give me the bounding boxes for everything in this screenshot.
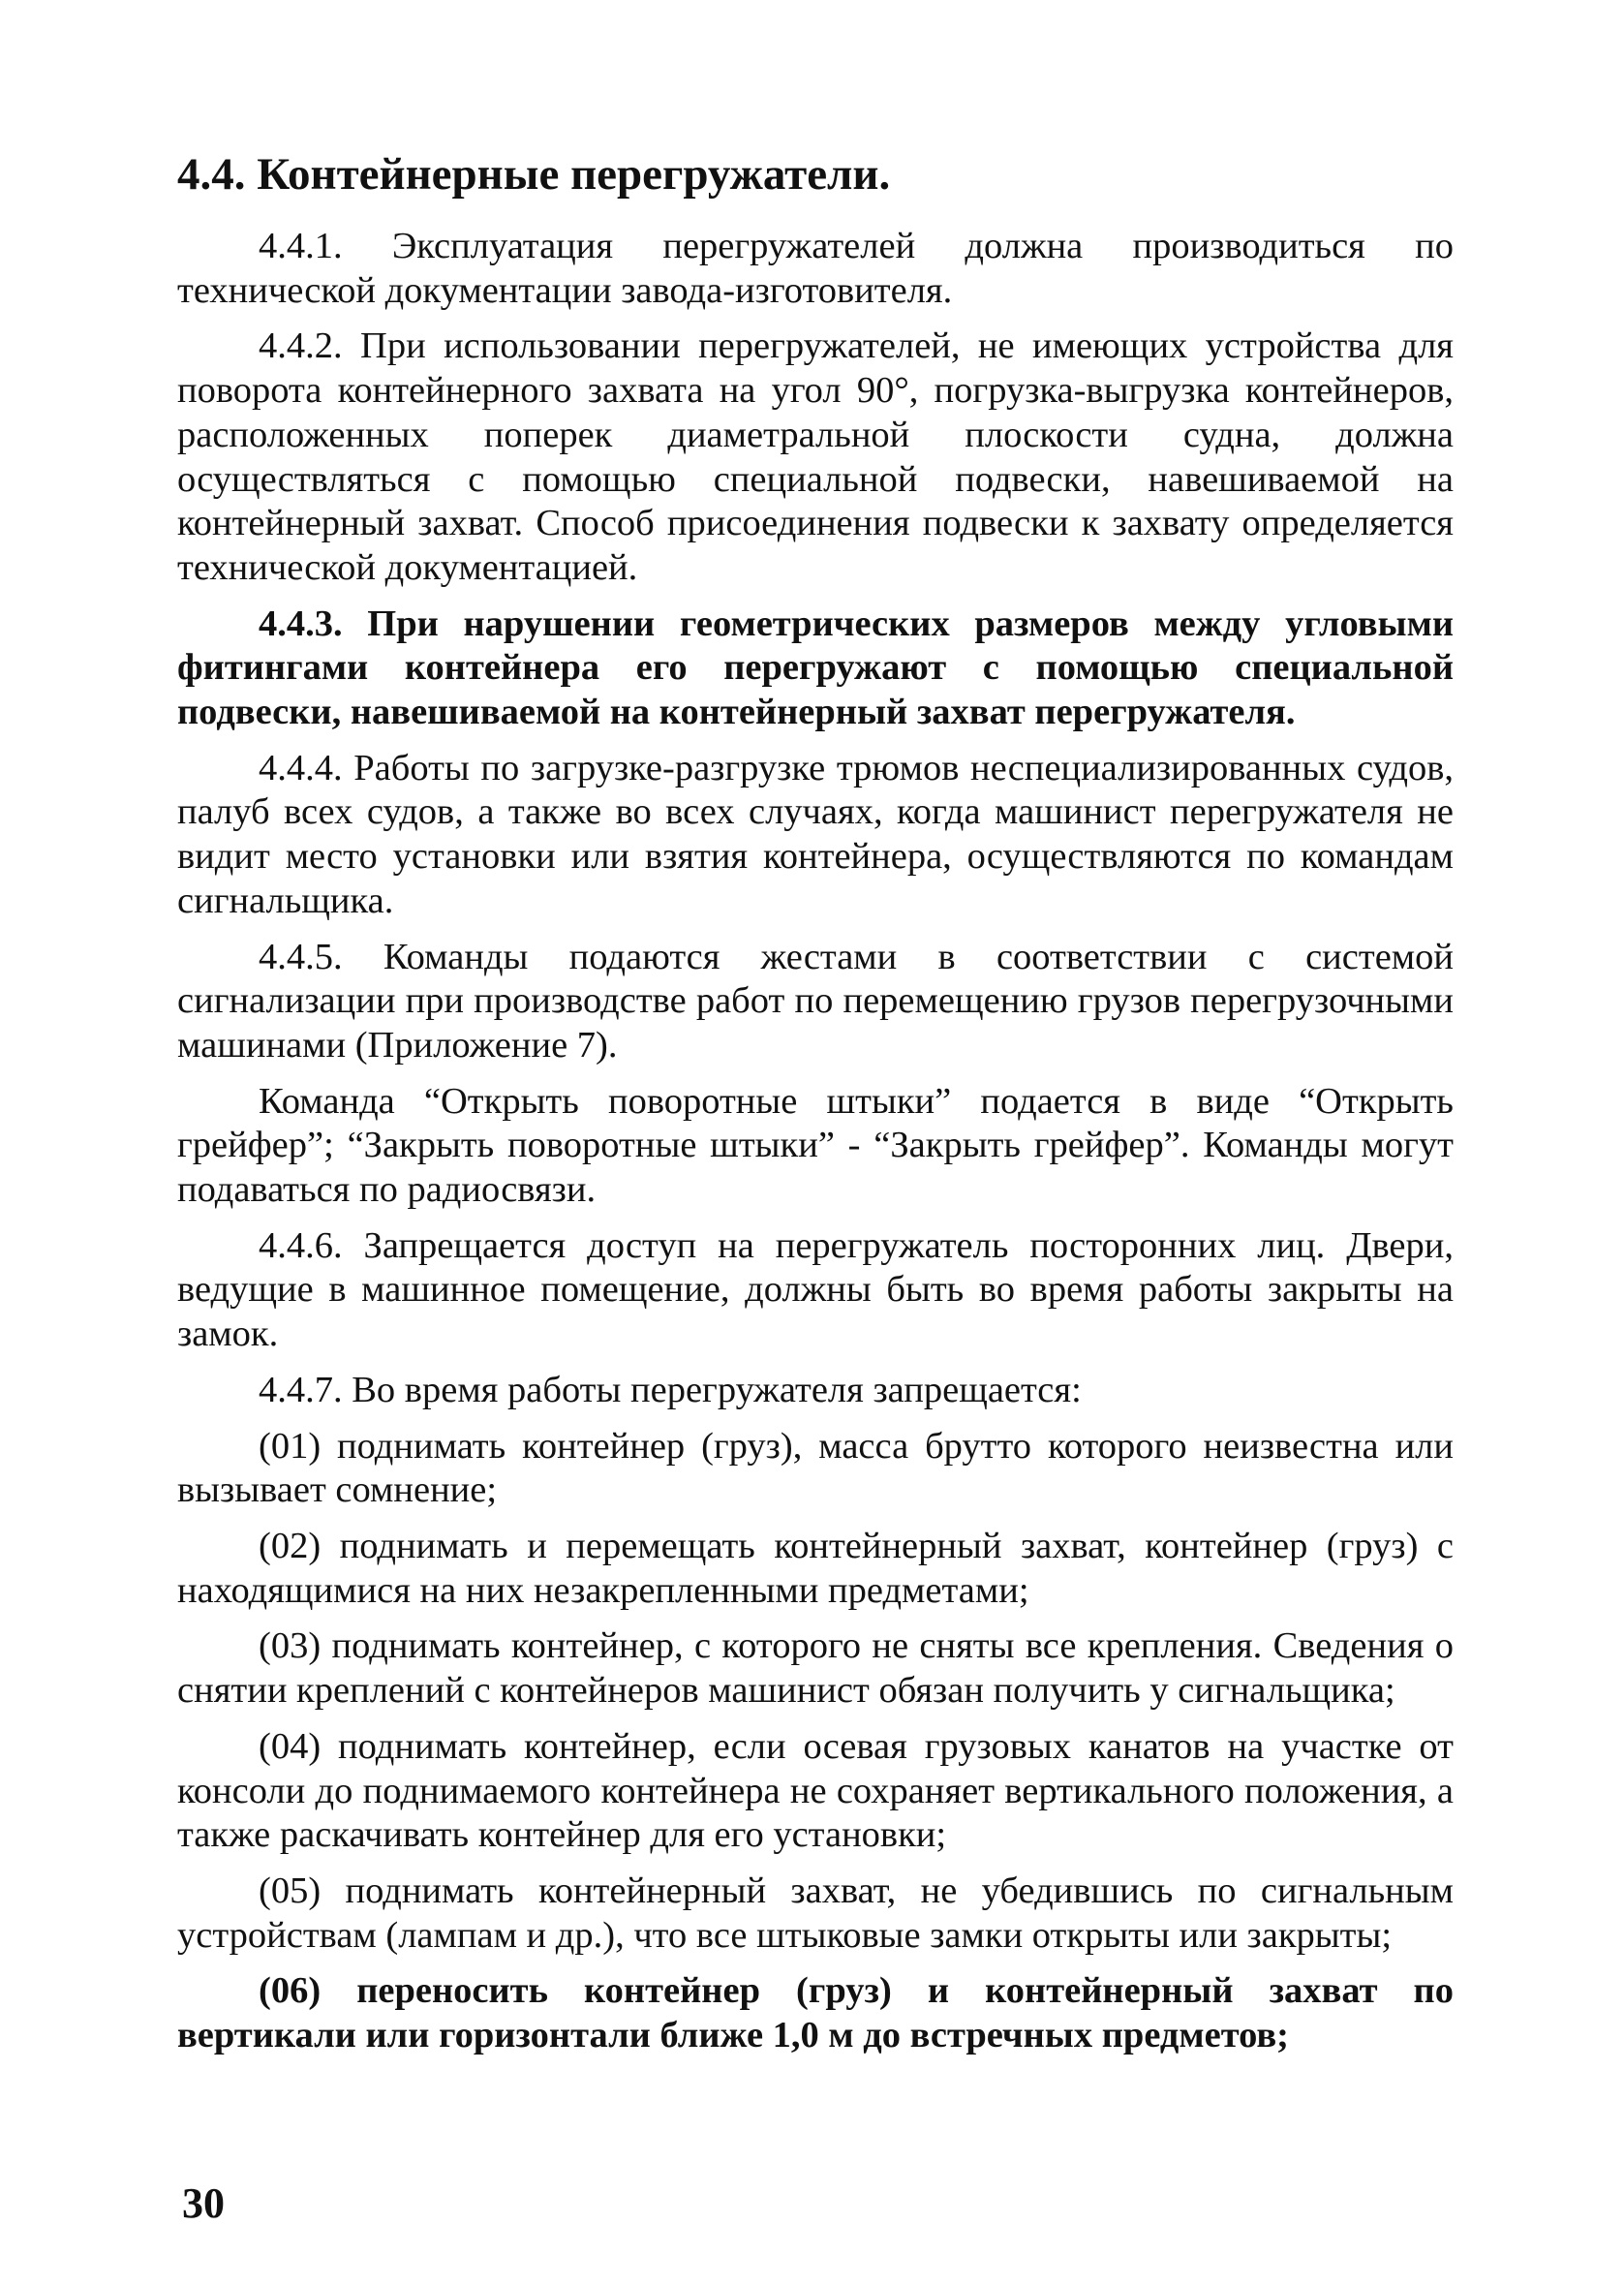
paragraph-4-4-6: 4.4.6. Запрещается доступ на перегружатель посторонних лиц. Двери, ведущие в машинное помещение, должны быть во время работы закрыты на замок. [177,1224,1454,1355]
section-title: 4.4. Контейнерные перегружатели. [177,149,891,200]
list-item-02: (02) поднимать и перемещать контейнерный захват, контейнер (груз) с находящимися на них незакрепленными предметами; [177,1525,1454,1611]
list-item-01: (01) поднимать контейнер (груз), масса брутто которого неизвестна или вызывает сомнение; [177,1425,1454,1511]
paragraph-4-4-1: 4.4.1. Эксплуатация перегружателей должна производиться по технической документации завода-изготовителя. [177,226,1454,311]
paragraph-4-4-3: 4.4.3. При нарушении геометрических размеров между угловыми фитингами контейнера его перегружают с помощью специальной подвески, навешиваемой на контейнерный захват перегружателя. [177,603,1454,733]
list-item-04: (04) поднимать контейнер, если осевая грузовых канатов на участке от консоли до поднимаемого контейнера не сохраняет вертикального положения, а также раскачивать контейнер для его установки; [177,1725,1454,1856]
paragraph-commands: Команда “Открыть поворотные штыки” подается в виде “Открыть грейфер”; “Закрыть поворотные штыки” - “Закрыть грейфер”. Команды могут подаваться по радиосвязи. [177,1080,1454,1211]
paragraph-4-4-7: 4.4.7. Во время работы перегружателя запрещается: [259,1369,1082,1410]
paragraph-4-4-5: 4.4.5. Команды подаются жестами в соответствии с системой сигнализации при производстве работ по перемещению грузов перегрузочными машинами (Приложение 7). [177,936,1454,1066]
list-item-03: (03) поднимать контейнер, с которого не сняты все крепления. Сведения о снятии креплений с контейнеров машинист обязан получить у сигнальщика; [177,1625,1454,1712]
document-page [177,145,1454,2070]
list-item-05: (05) поднимать контейнерный захват, не убедившись по сигнальным устройствам (лампам и др.), что все штыковые замки открыты или закрыты; [177,1870,1454,1956]
paragraph-4-4-2: 4.4.2. При использовании перегружателей, не имеющих устройства для поворота контейнерного захвата на угол 90°, погрузка-выгрузка контейнеров, расположенных поперек диаметральной плоскости судна, должна осуществляться с помощью специальной подвески, навешиваемой на контейнерный захват. Способ присоединения подвески к захвату определяется технической документацией. [177,325,1454,588]
page-number: 30 [182,2179,225,2227]
list-item-06: (06) переносить контейнер (груз) и контейнерный захват по вертикали или горизонтали ближе 1,0 м до встречных предметов; [177,1970,1454,2056]
paragraph-4-4-4: 4.4.4. Работы по загрузке-разгрузке трюмов неспециализированных судов, палуб всех судов, а также во всех случаях, когда машинист перегружателя не видит место установки или взятия контейнера, осуществляются по командам сигнальщика. [177,747,1454,921]
